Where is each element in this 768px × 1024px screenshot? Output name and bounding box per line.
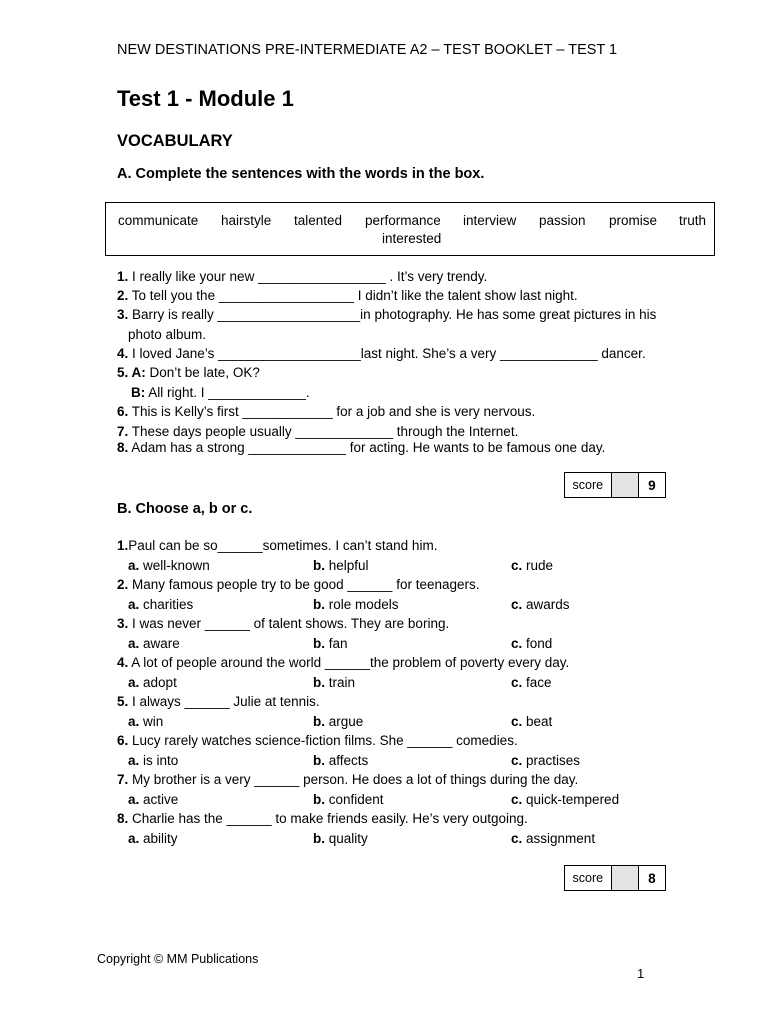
option-b[interactable]: b. role models — [313, 596, 399, 612]
score-input-cell[interactable] — [612, 866, 639, 890]
option-a[interactable]: a. aware — [128, 635, 180, 651]
question-2: 2. Many famous people try to be good ______ for teenagers. — [117, 577, 480, 592]
option-b[interactable]: b. quality — [313, 830, 368, 846]
option-b[interactable]: b. confident — [313, 791, 384, 807]
question-4: 4. A lot of people around the world ______the problem of poverty every day. — [117, 655, 570, 670]
option-c[interactable]: c. quick-tempered — [511, 791, 620, 807]
word-box — [105, 202, 715, 256]
sentence-4: 4. I loved Jane’s ___________________last night. She’s a very _____________ dancer. — [117, 346, 646, 361]
sentence-7: 7. These days people usually _____________ through the Internet. — [117, 424, 519, 439]
option-c[interactable]: c. awards — [511, 596, 570, 612]
sentence-1: 1. I really like your new _________________ . It’s very trendy. — [117, 269, 488, 284]
score-label: score — [565, 473, 612, 497]
question-1: 1.Paul can be so______sometimes. I can’t stand him. — [117, 538, 438, 553]
sentence-6: 6. This is Kelly’s first ____________ for a job and she is very nervous. — [117, 404, 536, 419]
score-box-b — [564, 865, 666, 891]
score-total: 9 — [648, 477, 656, 493]
sentence-2: 2. To tell you the __________________ I didn’t like the talent show last night. — [117, 288, 578, 303]
option-c[interactable]: c. practises — [511, 752, 581, 768]
word-box-item: truth — [679, 213, 707, 228]
option-a[interactable]: a. active — [128, 791, 179, 807]
running-header: NEW DESTINATIONS PRE-INTERMEDIATE A2 – TEST BOOKLET – TEST 1 — [117, 42, 618, 58]
option-c[interactable]: c. fond — [511, 635, 553, 651]
option-b[interactable]: b. affects — [313, 752, 369, 768]
question-8: 8. Charlie has the ______ to make friends easily. He’s very outgoing. — [117, 811, 528, 826]
option-b[interactable]: b. argue — [313, 713, 364, 729]
option-a[interactable]: a. adopt — [128, 674, 177, 690]
part-a-instruction: A. Complete the sentences with the words in the box. — [117, 166, 485, 182]
sentence-3-continued: photo album. — [128, 327, 207, 342]
copyright-footer: Copyright © MM Publications — [97, 952, 259, 966]
score-input-cell[interactable] — [612, 473, 639, 497]
word-box-item: performance — [365, 213, 441, 228]
question-5: 5. I always ______ Julie at tennis. — [117, 694, 320, 709]
option-a[interactable]: a. win — [128, 713, 164, 729]
score-total: 8 — [648, 870, 656, 886]
sentence-8: 8. Adam has a strong _____________ for acting. He wants to be famous one day. — [117, 440, 606, 455]
option-b[interactable]: b. helpful — [313, 557, 369, 573]
question-6: 6. Lucy rarely watches science-fiction films. She ______ comedies. — [117, 733, 518, 748]
page-title: Test 1 - Module 1 — [117, 86, 294, 111]
word-box-item: interested — [382, 231, 442, 246]
option-c[interactable]: c. rude — [511, 557, 554, 573]
sentence-5b: B: All right. I _____________. — [131, 385, 310, 400]
word-box-item: communicate — [118, 213, 199, 228]
option-c[interactable]: c. face — [511, 674, 552, 690]
option-c[interactable]: c. beat — [511, 713, 553, 729]
option-a[interactable]: a. charities — [128, 596, 194, 612]
question-3: 3. I was never ______ of talent shows. They are boring. — [117, 616, 450, 631]
word-box-item: hairstyle — [221, 213, 272, 228]
word-box-item: interview — [463, 213, 517, 228]
page-number: 1 — [637, 966, 645, 981]
option-b[interactable]: b. train — [313, 674, 356, 690]
section-heading: VOCABULARY — [117, 132, 233, 150]
question-7: 7. My brother is a very ______ person. He does a lot of things during the day. — [117, 772, 579, 787]
score-label: score — [565, 866, 612, 890]
score-box-a — [564, 472, 666, 498]
word-box-item: promise — [609, 213, 658, 228]
option-a[interactable]: a. is into — [128, 752, 179, 768]
sentence-5a: 5. A: Don’t be late, OK? — [117, 365, 260, 380]
sentence-3: 3. Barry is really ___________________in photography. He has some great pictures in his — [117, 307, 657, 322]
option-a[interactable]: a. well-known — [128, 557, 210, 573]
option-a[interactable]: a. ability — [128, 830, 178, 846]
word-box-item: passion — [539, 213, 586, 228]
word-box-item: talented — [294, 213, 343, 228]
option-b[interactable]: b. fan — [313, 635, 348, 651]
option-c[interactable]: c. assignment — [511, 830, 596, 846]
part-b-instruction: B. Choose a, b or c. — [117, 501, 253, 517]
